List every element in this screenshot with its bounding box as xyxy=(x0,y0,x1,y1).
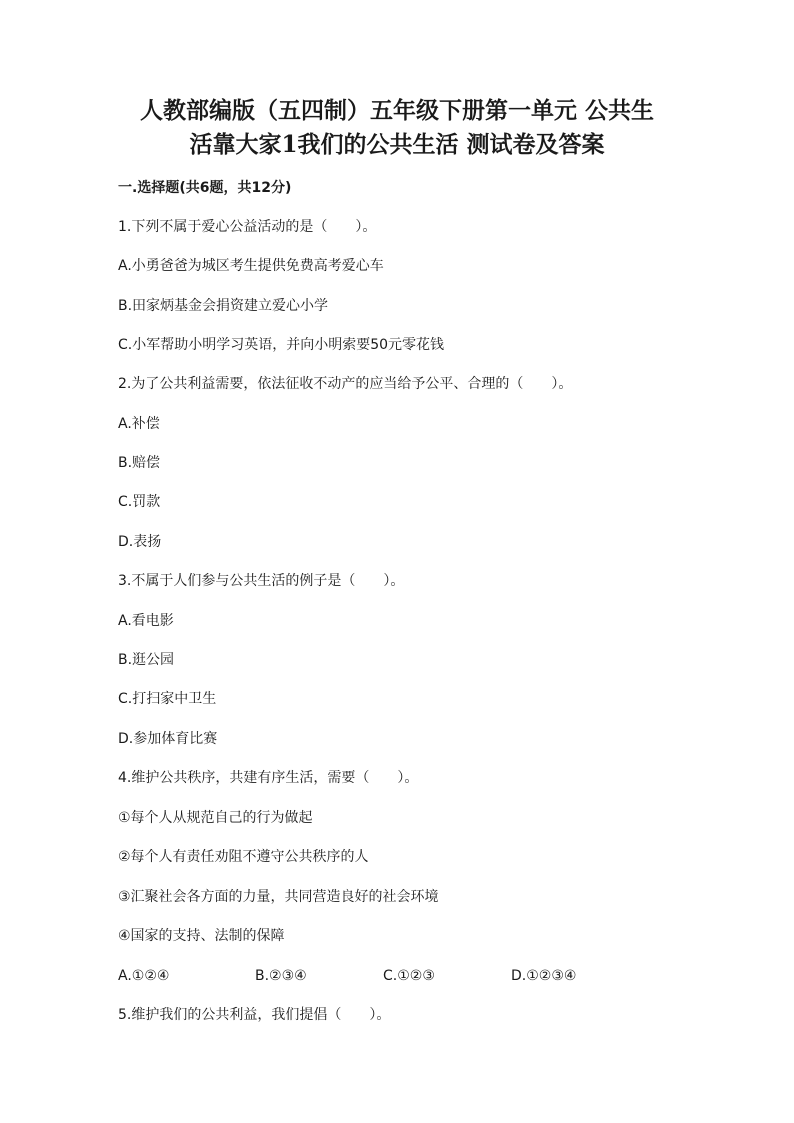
document-title xyxy=(90,94,704,162)
question-1-option-b: B.田家炳基金会捐资建立爱心小学 xyxy=(118,298,329,314)
question-3-option-c: C.打扫家中卫生 xyxy=(118,691,217,707)
question-4-stem: 4.维护公共秩序，共建有序生活，需要（ ）。 xyxy=(118,770,419,786)
question-2-option-d: D.表扬 xyxy=(118,534,162,550)
question-4-statement-2: ②每个人有责任劝阻不遵守公共秩序的人 xyxy=(118,849,369,865)
question-1-stem: 1.下列不属于爱心公益活动的是（ ）。 xyxy=(118,219,377,235)
question-2-option-b: B.赔偿 xyxy=(118,455,161,471)
question-2-option-c: C.罚款 xyxy=(118,494,161,510)
question-1-option-a: A.小勇爸爸为城区考生提供免费高考爱心车 xyxy=(118,258,384,274)
question-3-stem: 3.不属于人们参与公共生活的例子是（ ）。 xyxy=(118,573,405,589)
question-4-option-b: B.②③④ xyxy=(255,968,307,984)
question-1-option-c: C.小军帮助小明学习英语，并向小明索要50元零花钱 xyxy=(118,337,445,353)
question-2-stem: 2.为了公共利益需要，依法征收不动产的应当给予公平、合理的（ ）。 xyxy=(118,376,573,392)
question-4-statement-1: ①每个人从规范自己的行为做起 xyxy=(118,810,313,826)
question-5-stem: 5.维护我们的公共利益，我们提倡（ ）。 xyxy=(118,1007,391,1023)
question-4-option-a: A.①②④ xyxy=(118,968,170,984)
question-4-option-c: C.①②③ xyxy=(383,968,435,984)
question-4-statement-4: ④国家的支持、法制的保障 xyxy=(118,928,285,944)
question-4-option-d: D.①②③④ xyxy=(511,968,577,984)
title-line-1: 人教部编版（五四制）五年级下册第一单元 公共生 xyxy=(139,97,654,124)
question-3-option-d: D.参加体育比赛 xyxy=(118,731,218,747)
question-4-options xyxy=(118,966,678,986)
section-heading: 一.选择题(共6题，共12分) xyxy=(118,180,292,196)
title-line-2: 活靠大家1我们的公共生活 测试卷及答案 xyxy=(189,131,605,158)
question-3-option-a: A.看电影 xyxy=(118,613,174,629)
question-2-option-a: A.补偿 xyxy=(118,416,160,432)
question-3-option-b: B.逛公园 xyxy=(118,652,175,668)
question-4-statement-3: ③汇聚社会各方面的力量，共同营造良好的社会环境 xyxy=(118,889,439,905)
